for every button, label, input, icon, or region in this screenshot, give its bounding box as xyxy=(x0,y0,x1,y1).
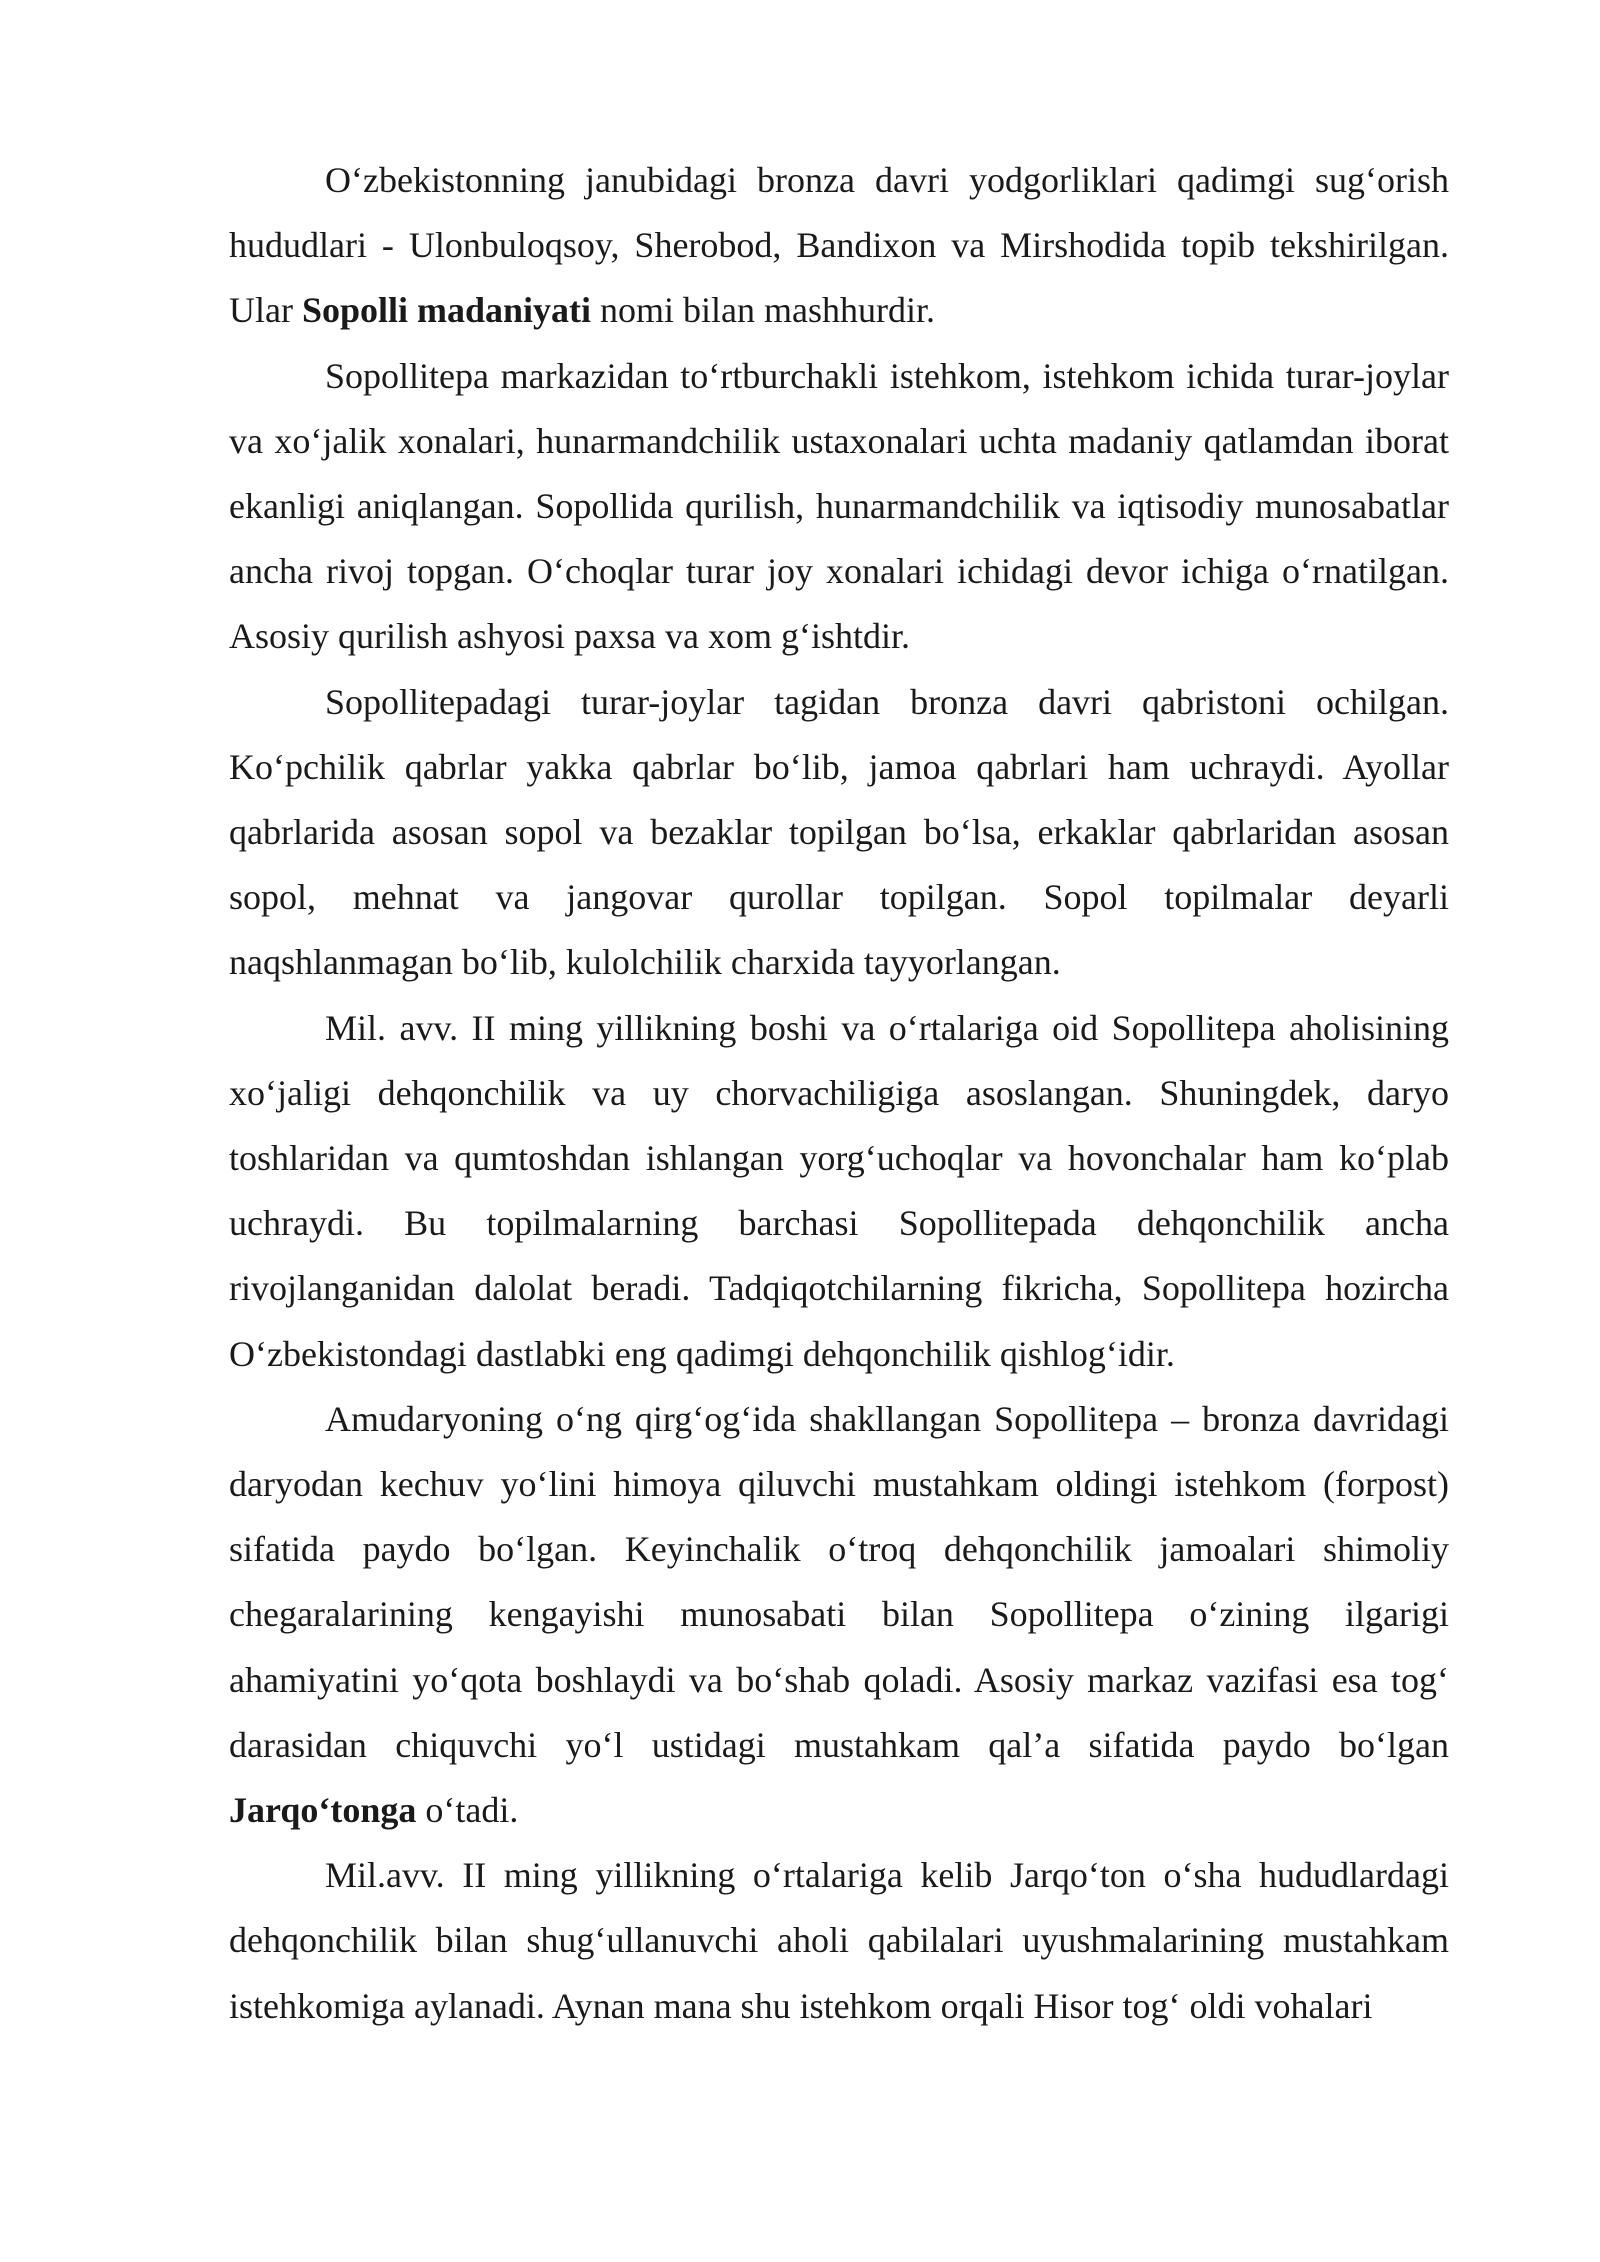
paragraph-economy: Mil. avv. II ming yillikning boshi va o‘rtalariga oid Sopollitepa aholisining xo‘jaligi dehqonchilik va uy chorvachiligiga asoslangan. Shuningdek, daryo toshlaridan va qumtoshdan ishlangan yorg‘uchoqlar va hovonchalar ham ko‘plab uchraydi. Bu topilmalarning barchasi Sopollitepada dehqonchilik ancha rivojlanganidan dalolat beradi. Tadqiqotchilarning fikricha, Sopollitepa hozircha O‘zbekistondagi dastlabki eng qadimgi dehqonchilik qishlog‘idir. xyxy=(229,1007,1449,1374)
paragraph-text: o‘tadi. xyxy=(416,1790,519,1831)
paragraph-text: Amudaryoning o‘ng qirg‘og‘ida shakllangan Sopollitepa – bronza davridagi daryodan kechuv yo‘lini himoya qiluvchi mustahkam oldingi istehkom (forpost) sifatida paydo bo‘lgan. Keyinchalik o‘troq dehqonchilik jamoalari shimoliy chegaralarining kengayishi munosabati bilan Sopollitepa o‘zining ilgarigi ahamiyatini yo‘qota boshlaydi va bo‘shab qoladi. Asosiy markaz vazifasi esa tog‘ darasidan chiquvchi yo‘l ustidagi mustahkam qal’a sifatida paydo bo‘lgan xyxy=(229,1398,1449,1765)
paragraph-amudaryo xyxy=(229,1387,1449,1843)
paragraph-sopolli-intro xyxy=(229,148,1449,344)
paragraph-jarqoton: Mil.avv. II ming yillikning o‘rtalariga kelib Jarqo‘ton o‘sha hududlardagi dehqonchilik bilan shug‘ullanuvchi aholi qabilalari uyushmalarining mustahkam istehkomiga aylanadi. Aynan mana shu istehkom orqali Hisor tog‘ oldi vohalari xyxy=(229,1855,1449,2026)
paragraph-sopollitepa-structure: Sopollitepa markazidan to‘rtburchakli istehkom, istehkom ichida turar-joylar va xo‘jalik xonalari, hunarmandchilik ustaxonalari uchta madaniy qatlamdan iborat ekanligi aniqlangan. Sopollida qurilish, hunarmandchilik va iqtisodiy munosabatlar ancha rivoj topgan. O‘choqlar turar joy xonalari ichidagi devor ichiga o‘rnatilgan. Asosiy qurilish ashyosi paxsa va xom g‘ishtdir. xyxy=(229,355,1449,657)
bold-term-sopolli-madaniyati: Sopolli madaniyati xyxy=(301,290,592,331)
paragraph-cemetery: Sopollitepadagi turar-joylar tagidan bronza davri qabristoni ochilgan. Ko‘pchilik qabrlar yakka qabrlar bo‘lib, jamoa qabrlari ham uchraydi. Ayollar qabrlarida asosan sopol va bezaklar topilgan bo‘lsa, erkaklar qabrlaridan asosan sopol, mehnat va jangovar qurollar topilgan. Sopol topilmalar deyarli naqshlanmagan bo‘lib, kulolchilik charxida tayyorlangan. xyxy=(229,681,1449,983)
paragraph-text: nomi bilan mashhurdir. xyxy=(591,290,936,331)
paragraph-text: O‘zbekistonning janubidagi bronza davri yodgorliklari qadimgi sug‘orish hududlari - Ulonbuloqsoy, Sherobod, Bandixon va Mirshodida topib tekshirilgan. Ular xyxy=(229,160,1449,331)
bold-term-jarqotonga: Jarqo‘tonga xyxy=(229,1790,417,1831)
document-page xyxy=(229,148,1449,2039)
